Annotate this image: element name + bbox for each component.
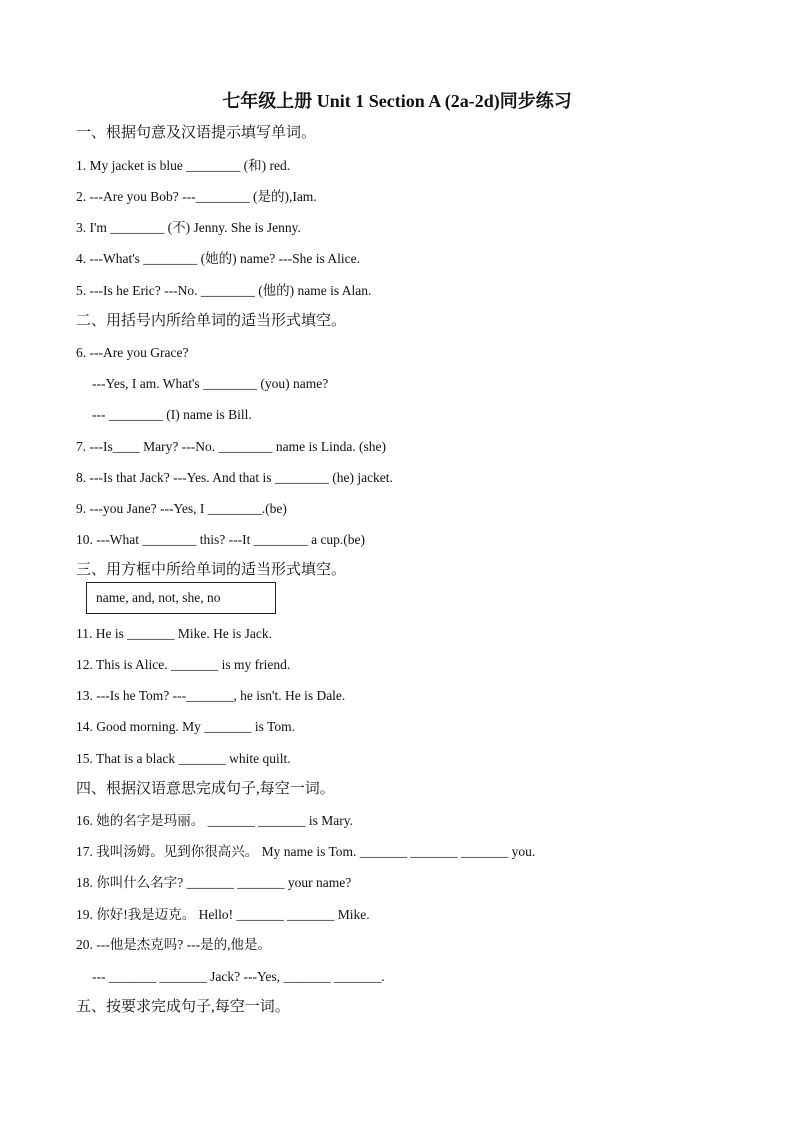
question-9: 9. ---you Jane? ---Yes, I ________.(be)	[76, 501, 287, 516]
section-5-heading: 五、按要求完成句子,每空一词。	[76, 999, 290, 1015]
question-5: 5. ---Is he Eric? ---No. ________ (他的) name is Alan.	[76, 283, 372, 298]
question-11: 11. He is _______ Mike. He is Jack.	[76, 626, 272, 641]
question-6: 6. ---Are you Grace?	[76, 345, 189, 360]
question-6-line-2: ---Yes, I am. What's ________ (you) name?	[92, 376, 329, 391]
question-19: 19. 你好!我是迈克。 Hello! _______ _______ Mike.	[76, 907, 370, 922]
question-1: 1. My jacket is blue ________ (和) red.	[76, 158, 291, 173]
section-4-heading: 四、根据汉语意思完成句子,每空一词。	[76, 781, 335, 797]
section-2-heading: 二、用括号内所给单词的适当形式填空。	[76, 313, 347, 329]
section-3-heading: 三、用方框中所给单词的适当形式填空。	[76, 562, 347, 578]
question-4: 4. ---What's ________ (她的) name? ---She is Alice.	[76, 251, 360, 266]
question-8: 8. ---Is that Jack? ---Yes. And that is ________ (he) jacket.	[76, 470, 393, 485]
word-box-text: name, and, not, she, no	[96, 590, 221, 605]
question-10: 10. ---What ________ this? ---It ________ a cup.(be)	[76, 532, 366, 547]
question-3: 3. I'm ________ (不) Jenny. She is Jenny.	[76, 220, 301, 235]
section-1-heading: 一、根据句意及汉语提示填写单词。	[76, 125, 317, 141]
question-20-line-2: --- _______ _______ Jack? ---Yes, _______ _______.	[92, 969, 385, 984]
question-16: 16. 她的名字是玛丽。 _______ _______ is Mary.	[76, 813, 353, 828]
question-6-line-3: --- ________ (I) name is Bill.	[92, 407, 252, 422]
question-2: 2. ---Are you Bob? ---________ (是的),Iam.	[76, 189, 317, 204]
question-20: 20. ---他是杰克吗? ---是的,他是。	[76, 937, 271, 952]
question-17: 17. 我叫汤姆。见到你很高兴。 My name is Tom. _______ _______ _______ you.	[76, 844, 536, 859]
question-13: 13. ---Is he Tom? ---_______, he isn't. He is Dale.	[76, 688, 346, 703]
question-18: 18. 你叫什么名字? _______ _______ your name?	[76, 875, 352, 890]
question-14: 14. Good morning. My _______ is Tom.	[76, 719, 295, 734]
question-15: 15. That is a black _______ white quilt.	[76, 751, 291, 766]
page-title: 七年级上册 Unit 1 Section A (2a-2d)同步练习	[222, 91, 572, 111]
word-box	[86, 582, 276, 614]
question-12: 12. This is Alice. _______ is my friend.	[76, 657, 291, 672]
question-7: 7. ---Is____ Mary? ---No. ________ name is Linda. (she)	[76, 439, 387, 454]
